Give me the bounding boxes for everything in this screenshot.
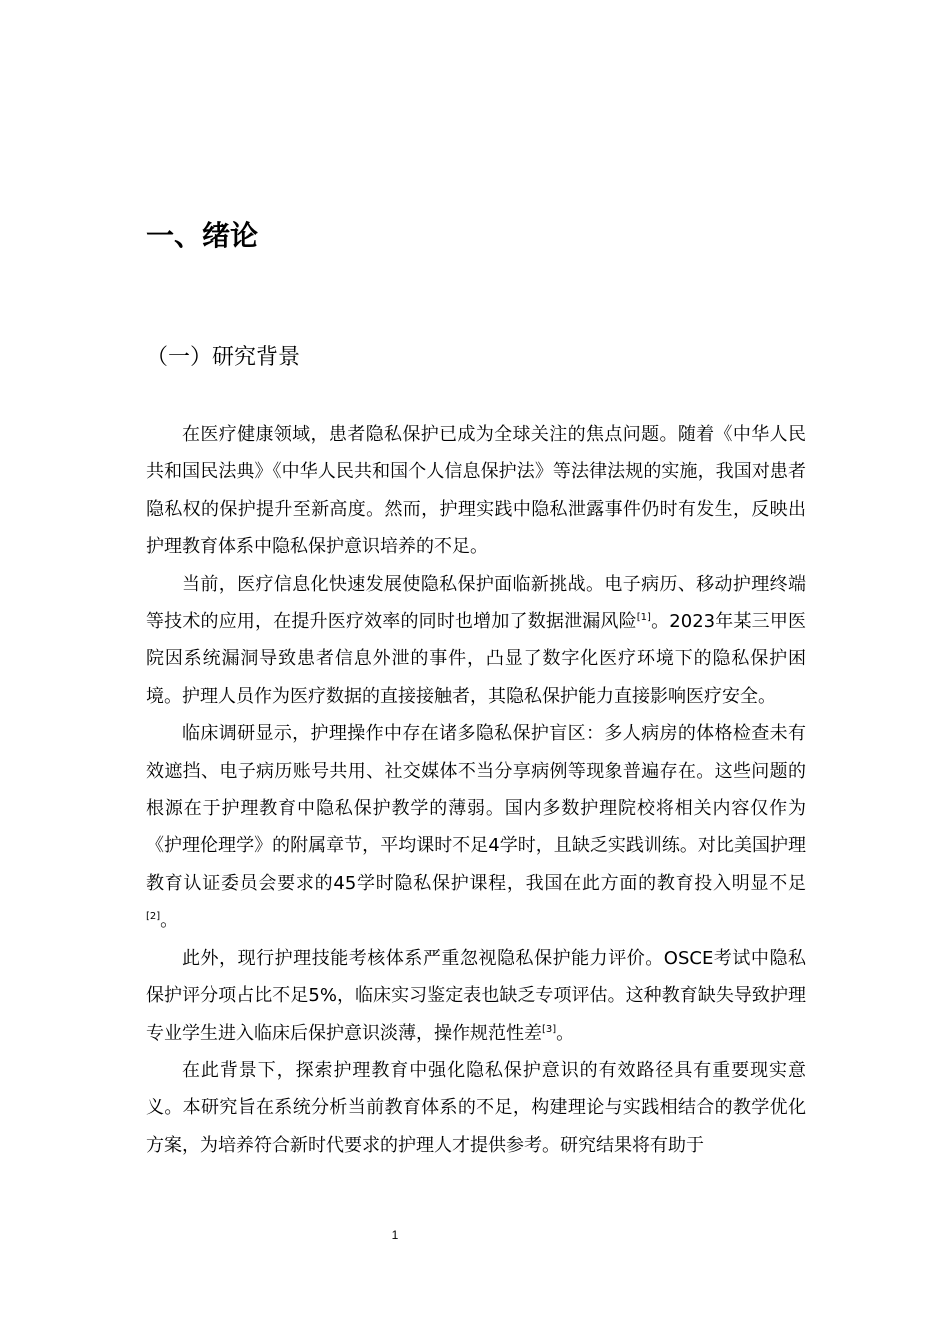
paragraph-3 [146, 715, 806, 939]
paragraph-4-text-after: 。 [556, 1022, 575, 1044]
paragraph-3-text-before: 临床调研显示，护理操作中存在诸多隐私保护盲区：多人病房的体格检查未有效遮挡、电子病历账号共用、社交媒体不当分享病例等现象普遍存在。这些问题的根源在于护理教育中隐私保护教学的薄弱。国内多数护理院校将相关内容仅作为《护理伦理学》的附属章节，平均课时不足4学时，且缺乏实践训练。对比美国护理教育认证委员会要求的45学时隐私保护课程，我国在此方面的教育投入明显不足 [146, 723, 806, 894]
paragraph-3-text-after: 。 [160, 910, 179, 932]
citation-2: [2] [146, 911, 161, 923]
paragraph-1: 在医疗健康领域，患者隐私保护已成为全球关注的焦点问题。随着《中华人民共和国民法典》《中华人民共和国个人信息保护法》等法律法规的实施，我国对患者隐私权的保护提升至新高度。然而，护理实践中隐私泄露事件仍时有发生，反映出护理教育体系中隐私保护意识培养的不足。 [146, 424, 806, 558]
paragraph-4 [146, 940, 806, 1052]
paragraph-2-text-after: 。2023年某三甲医院因系统漏洞导致患者信息外泄的事件，凸显了数字化医疗环境下的隐私保护困境。护理人员作为医疗数据的直接接触者，其隐私保护能力直接影响医疗安全。 [146, 611, 806, 707]
paragraph-4-text-before: 此外，现行护理技能考核体系严重忽视隐私保护能力评价。OSCE考试中隐私保护评分项占比不足5%，临床实习鉴定表也缺乏专项评估。这种教育缺失导致护理专业学生进入临床后保护意识淡薄，操作规范性差 [146, 947, 806, 1044]
paragraph-5: 在此背景下，探索护理教育中强化隐私保护意识的有效路径具有重要现实意义。本研究旨在系统分析当前教育体系的不足，构建理论与实践相结合的教学优化方案，为培养符合新时代要求的护理人才提供参考。研究结果将有助于 [146, 1059, 806, 1156]
paragraph-2-text-before: 当前，医疗信息化快速发展使隐私保护面临新挑战。电子病历、移动护理终端等技术的应用，在提升医疗效率的同时也增加了数据泄漏风险 [146, 573, 806, 633]
page-number: 1 [391, 1228, 399, 1242]
citation-1: [1] [636, 612, 651, 624]
section-title: （一）研究背景 [146, 345, 301, 370]
paragraph-2 [146, 566, 806, 716]
chapter-title: 一、绪论 [146, 219, 259, 252]
citation-3: [3] [542, 1023, 557, 1035]
body-text [146, 416, 806, 1164]
